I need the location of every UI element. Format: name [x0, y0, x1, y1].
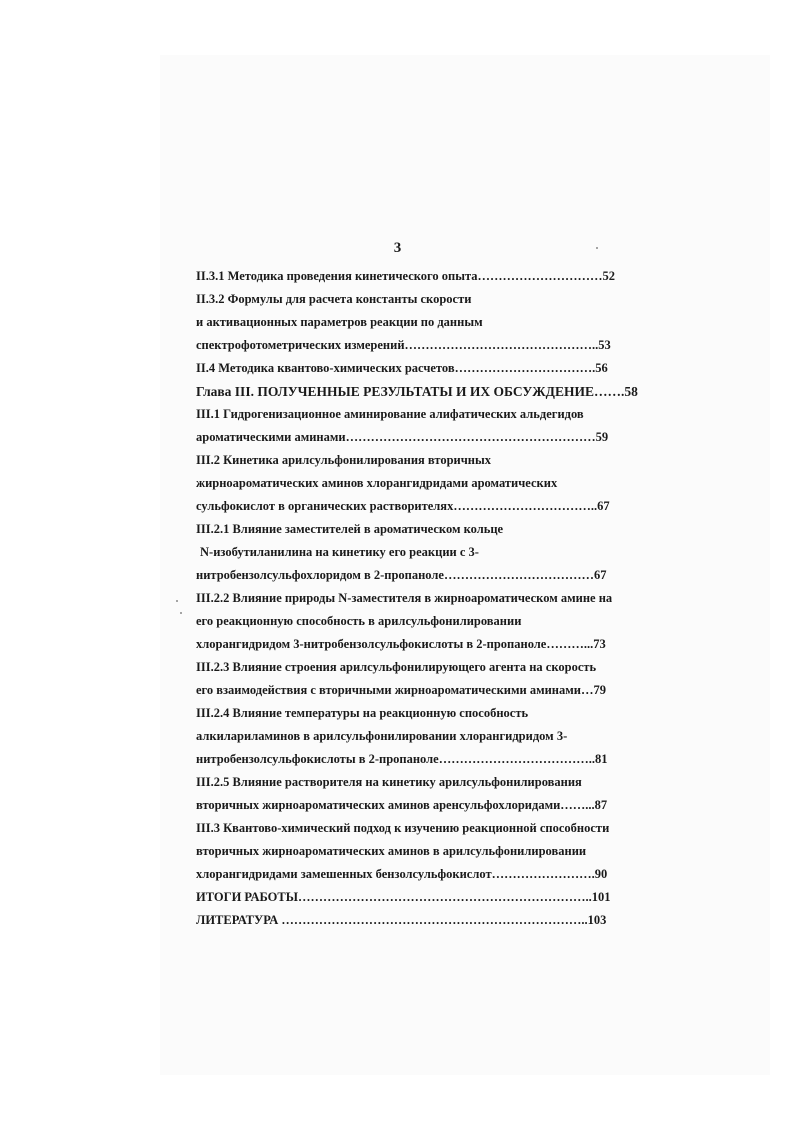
toc-entry: III.2.5 Влияние растворителя на кинетику арилсульфонилирования: [196, 775, 582, 789]
toc-entry: спектрофотометрических измерений………………………………………..53: [196, 338, 611, 352]
toc-entry: вторичных жирноароматических аминов аренсульфохлоридами……...87: [196, 798, 608, 812]
toc-entry: сульфокислот в органических растворителях……………………………..67: [196, 499, 610, 513]
toc-entry: алкилариламинов в арилсульфонилировании хлорангидридом 3-: [196, 729, 568, 743]
toc-entry: жирноароматических аминов хлорангидридами ароматических: [196, 476, 558, 490]
toc-entry: хлорангидридом 3-нитробензолсульфокислоты в 2-пропаноле………...73: [196, 637, 606, 651]
toc-entry: III.2 Кинетика арилсульфонилирования вторичных: [196, 453, 491, 467]
toc-entry: III.2.1 Влияние заместителей в ароматическом кольце: [196, 522, 504, 536]
toc-chapter-heading: Глава III. ПОЛУЧЕННЫЕ РЕЗУЛЬТАТЫ И ИХ ОБСУЖДЕНИЕ…….58: [196, 384, 638, 399]
toc-entry: хлорангидридами замешенных бензолсульфокислот…………………….90: [196, 867, 608, 881]
toc-entry: нитробензолсульфохлоридом в 2-пропаноле………………………………67: [196, 568, 607, 582]
toc-entry: вторичных жирноароматических аминов в арилсульфонилировании: [196, 844, 587, 858]
toc-entry: III.2.3 Влияние строения арилсульфонилирующего агента на скорость: [196, 660, 597, 674]
toc-entry: нитробензолсульфокислоты в 2-пропаноле………………………………..81: [196, 752, 608, 766]
toc-entry: ароматическими аминами……………………………………………………59: [196, 430, 609, 444]
scan-speck: [180, 612, 182, 614]
toc-entry: II.3.1 Методика проведения кинетического опыта…………………………52: [196, 269, 616, 283]
toc-entry: III.2.2 Влияние природы N-заместителя в жирноароматическом амине на: [196, 591, 613, 605]
toc-entry: III.2.4 Влияние температуры на реакционную способность: [196, 706, 529, 720]
toc-entry: его реакционную способность в арилсульфонилировании: [196, 614, 522, 628]
toc-entry: ЛИТЕРАТУРА ………………………………………………………………..103: [196, 913, 607, 927]
toc-entry: II.3.2 Формулы для расчета константы скорости: [196, 292, 472, 306]
toc-entry: III.3 Квантово-химический подход к изучению реакционной способности: [196, 821, 610, 835]
scan-speck: [596, 247, 598, 249]
table-of-contents: [196, 265, 646, 932]
page-number: 3: [393, 240, 402, 256]
toc-entry: III.1 Гидрогенизационное аминирование алифатических альдегидов: [196, 407, 584, 421]
toc-entry: ИТОГИ РАБОТЫ……………………………………………………………..101: [196, 890, 611, 904]
toc-entry: и активационных параметров реакции по данным: [196, 315, 483, 329]
toc-entry: II.4 Методика квантово-химических расчетов…………………………….56: [196, 361, 608, 375]
toc-entry: его взаимодействия с вторичными жирноароматическими аминами…79: [196, 683, 606, 697]
scan-speck: [176, 600, 178, 602]
toc-entry: N-изобутиланилина на кинетику его реакции с 3-: [200, 545, 479, 559]
